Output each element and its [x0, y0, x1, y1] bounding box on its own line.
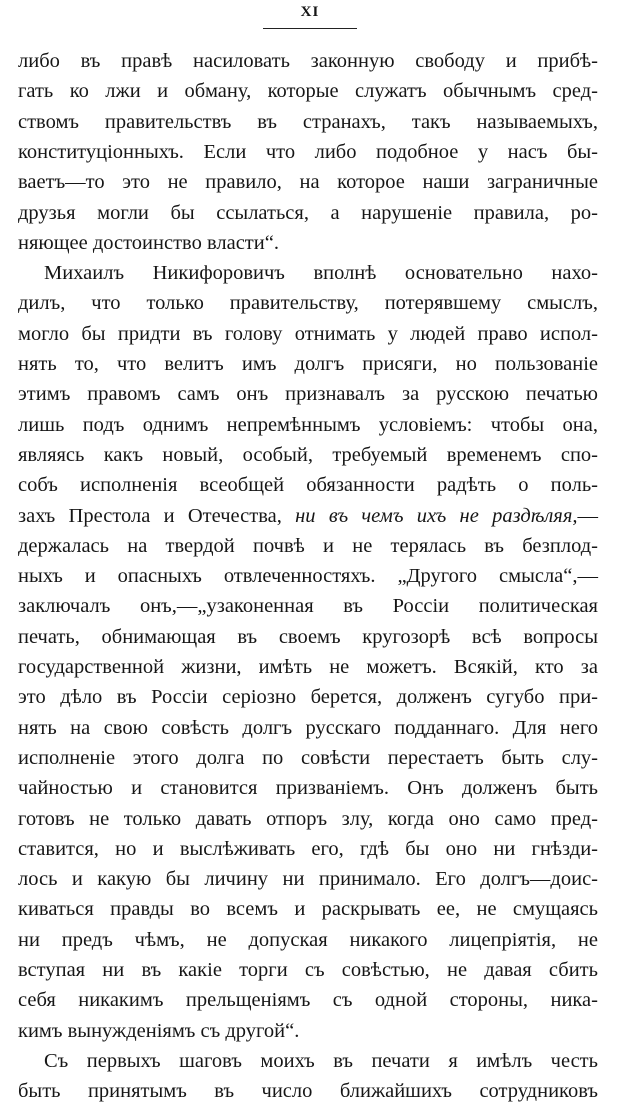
text-line: могло бы придти въ голову отнимать у людей право испол-	[18, 322, 598, 345]
text-line: держалась на твердой почвѣ и не терялась въ безплод-	[18, 534, 598, 557]
text-line: нять то, что велитъ имъ долгъ присяги, но пользованіе	[18, 353, 598, 375]
text-line: лишь подъ однимъ непремѣннымъ условіемъ: чтобы она,	[18, 413, 598, 436]
text-segment: захъ Престола и Отечества,	[18, 504, 296, 527]
text-line: готовъ не только давать отпоръ злу, когда оно само пред-	[18, 807, 598, 830]
text-line: государственной жизни, имѣть не можетъ. Всякій, кто за	[18, 656, 598, 678]
text-line: вступая ни въ какіе торги съ совѣстью, не давая сбить	[18, 959, 598, 981]
text-line: ствомъ правительствъ въ странахъ, такъ называемыхъ,	[18, 110, 598, 133]
text-line: быть принятымъ въ число ближайшихъ сотрудниковъ	[18, 1080, 598, 1103]
text-line: лось и какую бы личину ни принимало. Его долгъ—доис-	[18, 868, 598, 891]
text-line: кимъ вынужденіямъ съ другой“.	[18, 1019, 300, 1042]
text-line: ныхъ и опасныхъ отвлеченностяхъ. „Другого смысла“,—	[18, 565, 598, 588]
italic-phrase: ни въ чемъ ихъ не раздѣляя,	[295, 504, 578, 527]
text-line: гать ко лжи и обману, которые служатъ обычнымъ сред-	[18, 80, 598, 103]
text-line: исполненіе этого долга по совѣсти перестаетъ быть слу-	[18, 746, 598, 769]
text-line: конституціонныхъ. Если что либо подобное у насъ бы-	[18, 140, 598, 163]
text-line: собъ исполненія всеобщей обязанности радѣть о поль-	[18, 474, 598, 497]
text-line: дилъ, что только правительству, потерявшему смыслъ,	[18, 292, 598, 315]
text-line-with-italic	[18, 502, 598, 530]
text-line: являясь какъ новый, особый, требуемый временемъ спо-	[18, 443, 598, 466]
dash: —	[577, 504, 598, 527]
text-line: ваетъ—то это не правило, на которое наши заграничные	[18, 171, 598, 194]
text-line: киваться правды во всемъ и раскрывать ее, не смущаясь	[18, 898, 598, 921]
text-line: ставится, но и выслѣживать его, гдѣ бы оно ни гнѣзди-	[18, 837, 598, 860]
text-line: себя никакимъ прельщеніямъ съ одной стороны, ника-	[18, 989, 598, 1012]
text-line: печать, обнимающая въ своемъ кругозорѣ всѣ вопросы	[18, 625, 598, 648]
text-line: либо въ правѣ насиловать законную свободу и прибѣ-	[18, 50, 598, 72]
text-line: нять на свою совѣсть долгъ русскаго подданнаго. Для него	[18, 716, 598, 739]
paragraph-first-line: Съ первыхъ шаговъ моихъ въ печати я имѣлъ честь	[44, 1049, 598, 1072]
header-rule	[263, 28, 357, 29]
page-number: XI	[300, 4, 320, 20]
text-line: няющее достоинство власти“.	[18, 231, 279, 254]
text-line: заключалъ онъ,—„узаконенная въ Россіи политическая	[18, 595, 598, 618]
text-line: друзья могли бы ссылаться, а нарушеніе правила, ро-	[18, 201, 598, 224]
text-line: чайностью и становится призваніемъ. Онъ долженъ быть	[18, 777, 598, 800]
text-line: это дѣло въ Россіи серіозно берется, долженъ сугубо при-	[18, 686, 598, 709]
paragraph-first-line: Михаилъ Никифоровичъ вполнѣ основательно нахо-	[44, 262, 598, 285]
text-line: этимъ правомъ самъ онъ признавалъ за русскою печатью	[18, 383, 598, 406]
text-line: ни предъ чѣмъ, не допуская никакого лицепріятія, не	[18, 928, 598, 951]
